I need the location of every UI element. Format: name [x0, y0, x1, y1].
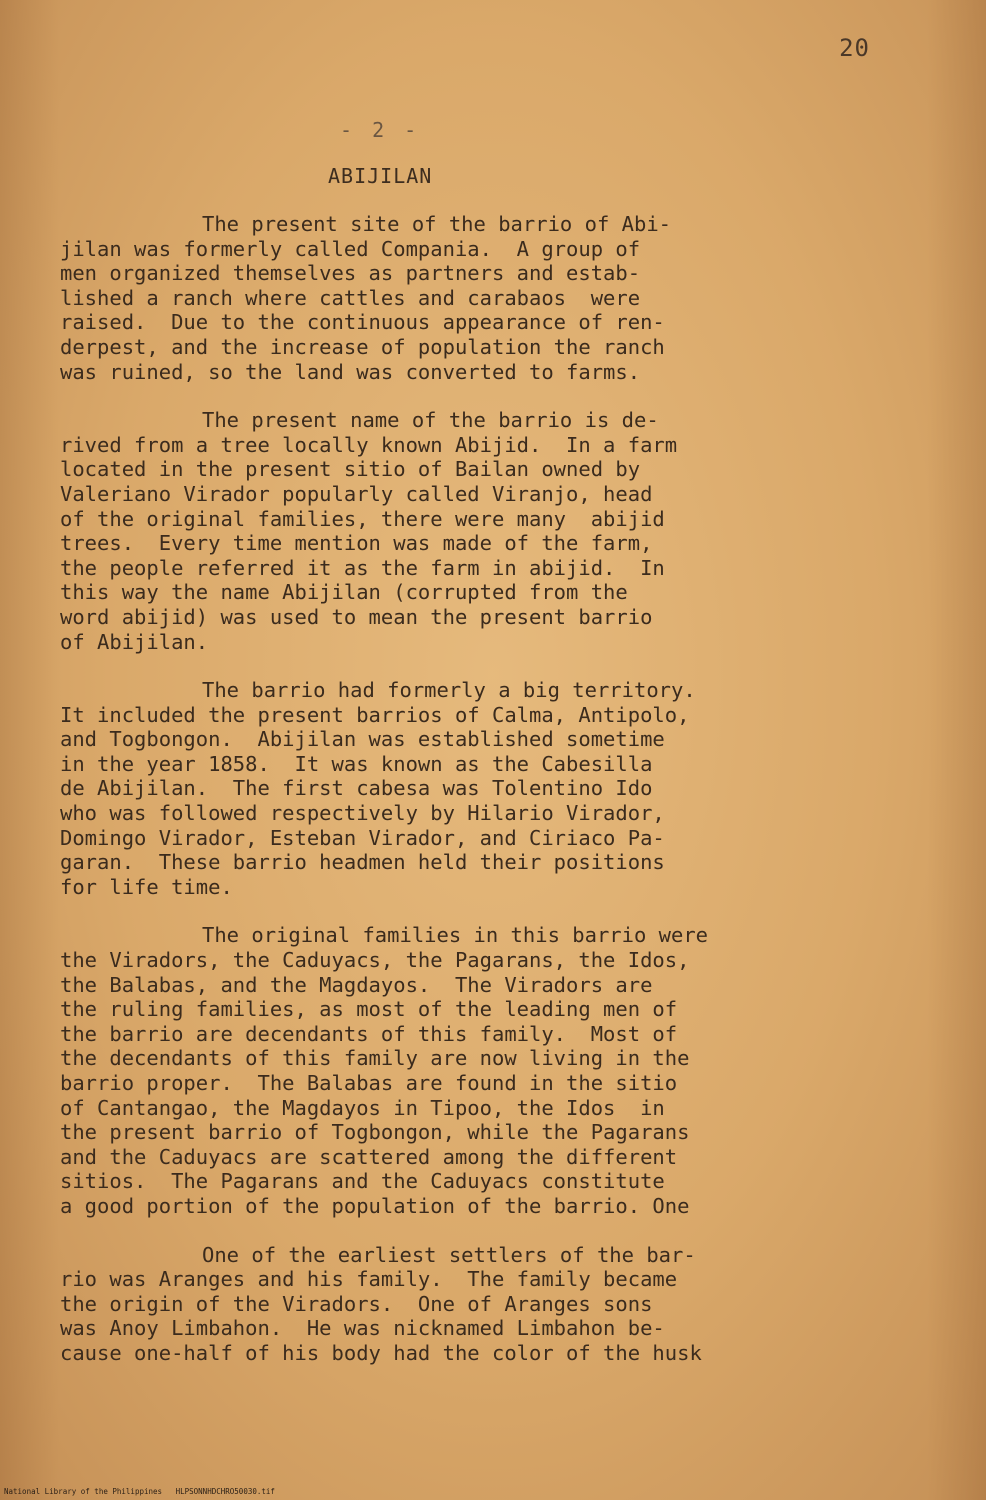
page-title: ABIJILAN	[328, 164, 433, 188]
text-line: garan. These barrio headmen held their positions	[60, 850, 665, 875]
text-line: and the Caduyacs are scattered among the different	[60, 1144, 678, 1169]
text-line: this way the name Abijilan (corrupted from the	[60, 580, 628, 605]
text-line: of Abijilan.	[60, 629, 209, 654]
text-line: located in the present sitio of Bailan owned by	[60, 457, 641, 482]
text-line: raised. Due to the continuous appearance of ren-	[60, 310, 665, 335]
text-line: of Cantangao, the Magdayos in Tipoo, the Idos in	[60, 1095, 665, 1120]
text-line: the Viradors, the Caduyacs, the Pagarans, the Idos,	[60, 948, 690, 973]
paragraph	[60, 212, 820, 384]
text-line: who was followed respectively by Hilario Virador,	[60, 801, 665, 826]
text-line: was ruined, so the land was converted to farms.	[60, 359, 641, 384]
text-line: the present barrio of Togbongon, while the Pagarans	[60, 1120, 690, 1145]
text-line: rio was Aranges and his family. The family became	[60, 1267, 678, 1292]
text-line: the ruling families, as most of the leading men of	[60, 997, 678, 1022]
text-line: the origin of the Viradors. One of Aranges sons	[60, 1291, 653, 1316]
text-line: men organized themselves as partners and estab-	[60, 261, 641, 286]
text-line: lished a ranch where cattles and carabaos were	[60, 285, 641, 310]
text-line: cause one-half of his body had the color of the husk	[60, 1340, 702, 1365]
text-line: the barrio are decendants of this family. Most of	[60, 1021, 678, 1046]
paragraph	[60, 1243, 820, 1366]
text-line: the Balabas, and the Magdayos. The Viradors are	[60, 972, 653, 997]
text-line: sitios. The Pagarans and the Caduyacs constitute	[60, 1169, 665, 1194]
text-line: the people referred it as the farm in abijid. In	[60, 555, 665, 580]
paragraph	[60, 923, 820, 1218]
page-number: 20	[839, 34, 870, 62]
text-line: was Anoy Limbahon. He was nicknamed Limbahon be-	[60, 1316, 665, 1341]
text-line: jilan was formerly called Compania. A group of	[60, 236, 641, 261]
text-line: It included the present barrios of Calma, Antipolo,	[60, 702, 690, 727]
text-line: Domingo Virador, Esteban Virador, and Ciriaco Pa-	[60, 825, 665, 850]
text-line: and Togbongon. Abijilan was established sometime	[60, 727, 665, 752]
footer-source: National Library of the Philippines HLPSONNHDCHRO50030.tif	[4, 1487, 275, 1496]
top-mark: - 2 -	[340, 118, 421, 142]
text-line: in the year 1858. It was known as the Cabesilla	[60, 751, 653, 776]
text-line: the decendants of this family are now living in the	[60, 1046, 690, 1071]
text-line: word abijid) was used to mean the present barrio	[60, 604, 653, 629]
text-line: Valeriano Virador popularly called Viranjo, head	[60, 481, 653, 506]
text-line: barrio proper. The Balabas are found in the sitio	[60, 1071, 678, 1095]
paragraph	[60, 408, 820, 654]
text-line: de Abijilan. The first cabesa was Tolentino Ido	[60, 776, 653, 801]
text-line: a good portion of the population of the barrio. One	[60, 1193, 690, 1218]
text-line: The present name of the barrio is de-	[202, 408, 659, 433]
text-line: One of the earliest settlers of the bar-	[202, 1242, 696, 1267]
text-line: for life time.	[60, 874, 233, 899]
text-line: of the original families, there were many abijid	[60, 506, 665, 531]
text-line: trees. Every time mention was made of the farm,	[60, 531, 653, 556]
text-line: The barrio had formerly a big territory.	[202, 678, 696, 703]
document-body	[60, 212, 820, 1390]
text-line: The original families in this barrio were	[202, 923, 709, 948]
paragraph	[60, 678, 820, 899]
text-line: The present site of the barrio of Abi-	[202, 212, 671, 236]
text-line: derpest, and the increase of population the ranch	[60, 334, 665, 359]
text-line: rived from a tree locally known Abijid. In a farm	[60, 432, 678, 457]
